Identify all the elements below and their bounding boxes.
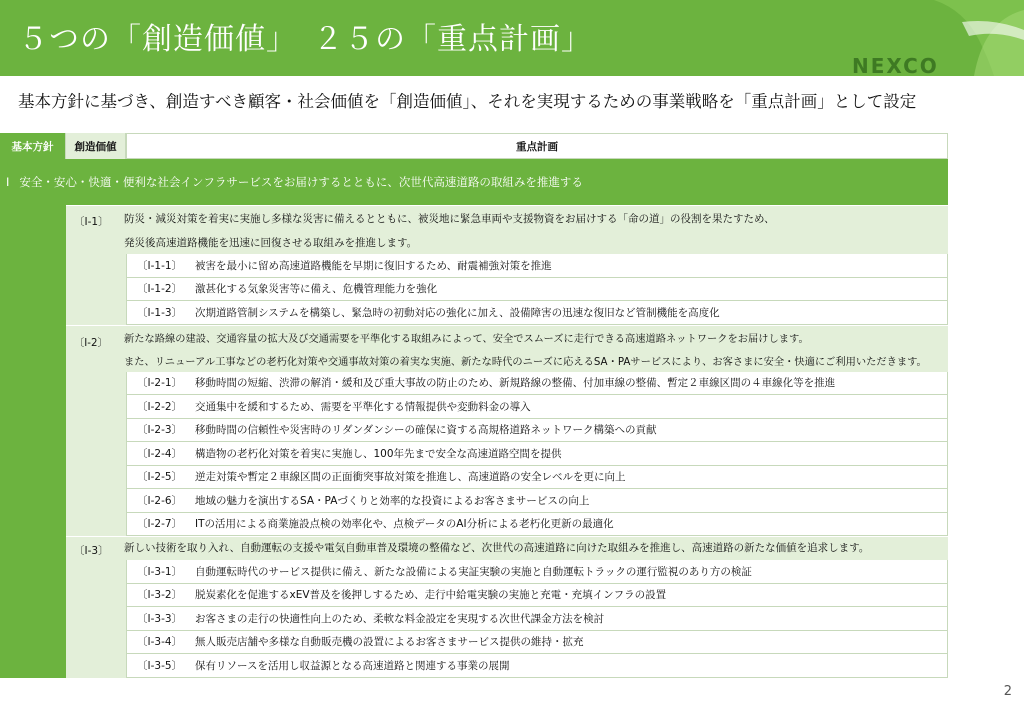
plan-code: 〔Ⅰ-1-2〕 <box>137 283 183 296</box>
plan-code: 〔Ⅰ-2-5〕 <box>137 471 183 484</box>
header-basic-policy: 基本方針 <box>0 133 66 159</box>
value-group <box>66 536 948 560</box>
plan-text: 地域の魅力を演出するSA・PAづくりと効率的な投資によるお客さまサービスの向上 <box>195 494 590 507</box>
plan-row <box>126 513 948 537</box>
plan-text: 自動運転時代のサービス提供に備え、新たな設備による実証実験の実施と自動運転トラックの運行監視のあり方の検証 <box>195 565 752 578</box>
theme-number: Ⅰ <box>6 175 10 189</box>
plan-row <box>126 489 948 513</box>
plan-text: お客さまの走行の快適性向上のため、柔軟な料金設定を実現する次世代課金方法を検討 <box>195 612 605 625</box>
header-key-plan: 重点計画 <box>126 133 948 159</box>
plan-code: 〔Ⅰ-3-4〕 <box>137 636 183 649</box>
plan-row <box>126 560 948 584</box>
plan-text: ITの活用による商業施設点検の効率化や、点検データのAI分析による老朽化更新の最適化 <box>195 518 614 531</box>
plan-row <box>126 584 948 608</box>
plan-text: 保有リソースを活用し収益源となる高速道路と関連する事業の展開 <box>195 659 510 672</box>
value-text-line: 新たな路線の建設、交通容量の拡大及び交通需要を平準化する取組みによって、安全でスムーズに走行できる高速道路ネットワークをお届けします。 <box>124 332 809 345</box>
value-code: 〔Ⅰ-1〕 <box>74 216 109 228</box>
plan-code: 〔Ⅰ-3-3〕 <box>137 612 183 625</box>
plan-code: 〔Ⅰ-3-2〕 <box>137 589 183 602</box>
plan-code: 〔Ⅰ-2-6〕 <box>137 494 183 507</box>
plan-table <box>0 133 948 678</box>
theme-text: 安全・安心・快適・便利な社会インフラサービスをお届けするとともに、次世代高速道路の取組みを推進する <box>19 175 583 189</box>
plan-text: 移動時間の信頼性や災害時のリダンダンシーの確保に資する高規格道路ネットワーク構築への貢献 <box>195 424 657 437</box>
theme-row <box>0 159 948 205</box>
plan-text: 激甚化する気象災害等に備え、危機管理能力を強化 <box>195 283 438 296</box>
plan-text: 交通集中を緩和するため、需要を平準化する情報提供や変動料金の導入 <box>195 400 531 413</box>
plan-code: 〔Ⅰ-3-5〕 <box>137 659 183 672</box>
logo-text: NEXCO <box>852 54 939 76</box>
plan-code: 〔Ⅰ-3-1〕 <box>137 565 183 578</box>
plan-text: 逆走対策や暫定２車線区間の正面衝突事故対策を推進し、高速道路の安全レベルを更に向上 <box>195 471 626 484</box>
page-title: ５つの「創造価値」 ２５の「重点計画」 <box>18 22 592 57</box>
value-text-line: 発災後高速道路機能を迅速に回復させる取組みを推進します。 <box>124 236 418 249</box>
value-text <box>124 208 775 255</box>
plan-code: 〔Ⅰ-1-3〕 <box>137 306 183 319</box>
plan-row <box>126 301 948 325</box>
plan-row <box>126 395 948 419</box>
plan-code: 〔Ⅰ-1-1〕 <box>137 259 183 272</box>
plan-code: 〔Ⅰ-2-7〕 <box>137 518 183 531</box>
value-text <box>124 537 869 561</box>
plan-row <box>126 654 948 678</box>
plan-row <box>126 372 948 396</box>
plan-code: 〔Ⅰ-2-3〕 <box>137 424 183 437</box>
plan-row <box>126 254 948 278</box>
value-text <box>124 328 927 375</box>
value-group <box>66 205 948 254</box>
plan-row <box>126 607 948 631</box>
plan-code: 〔Ⅰ-2-1〕 <box>137 377 183 390</box>
value-code: 〔Ⅰ-3〕 <box>74 545 109 557</box>
plan-text: 被害を最小に留め高速道路機能を早期に復旧するため、耐震補強対策を推進 <box>195 259 552 272</box>
plan-code: 〔Ⅰ-2-4〕 <box>137 447 183 460</box>
plan-row <box>126 631 948 655</box>
plan-text: 脱炭素化を促進するxEV普及を後押しするため、走行中給電実験の実施と充電・充填インフラの設置 <box>195 589 667 602</box>
header-created-value: 創造価値 <box>66 133 126 159</box>
subtitle: 基本方針に基づき、創造すべき顧客・社会価値を「創造価値」、それを実現するための事業戦略を「重点計画」として設定 <box>18 92 917 111</box>
plan-text: 次期道路管制システムを構築し、緊急時の初動対応の強化に加え、設備障害の迅速な復旧など管制機能を高度化 <box>195 306 720 319</box>
plan-row <box>126 419 948 443</box>
plan-text: 構造物の老朽化対策を着実に実施し、100年先まで安全な高速道路空間を提供 <box>195 447 562 460</box>
plan-row <box>126 278 948 302</box>
plan-row <box>126 466 948 490</box>
basic-policy-column <box>0 159 66 678</box>
value-code: 〔Ⅰ-2〕 <box>74 336 108 349</box>
value-group <box>66 325 948 372</box>
plan-text: 移動時間の短縮、渋滞の解消・緩和及び重大事故の防止のため、新規路線の整備、付加車線の整備、暫定２車線区間の４車線化等を推進 <box>195 377 836 390</box>
title-bar <box>0 0 1024 76</box>
page-number: 2 <box>1003 684 1012 699</box>
plan-code: 〔Ⅰ-2-2〕 <box>137 400 183 413</box>
value-text-line: 防災・減災対策を着実に実施し多様な災害に備えるとともに、被災地に緊急車両や支援物資をお届けする「命の道」の役割を果たすため、 <box>124 213 775 225</box>
value-text-line: 新しい技術を取り入れ、自動運転の支援や電気自動車普及環境の整備など、次世代の高速道路に向けた取組みを推進し、高速道路の新たな価値を追求します。 <box>124 542 870 554</box>
plan-row <box>126 442 948 466</box>
value-text-line: また、リニューアル工事などの老朽化対策や交通事故対策の着実な実施、新たな時代のニーズに応えるSA・PAサービスにより、お客さまに安全・快適にご利用いただきます。 <box>124 356 927 368</box>
plan-text: 無人販売店舗や多様な自動販売機の設置によるお客さまサービス提供の維持・拡充 <box>195 636 584 649</box>
